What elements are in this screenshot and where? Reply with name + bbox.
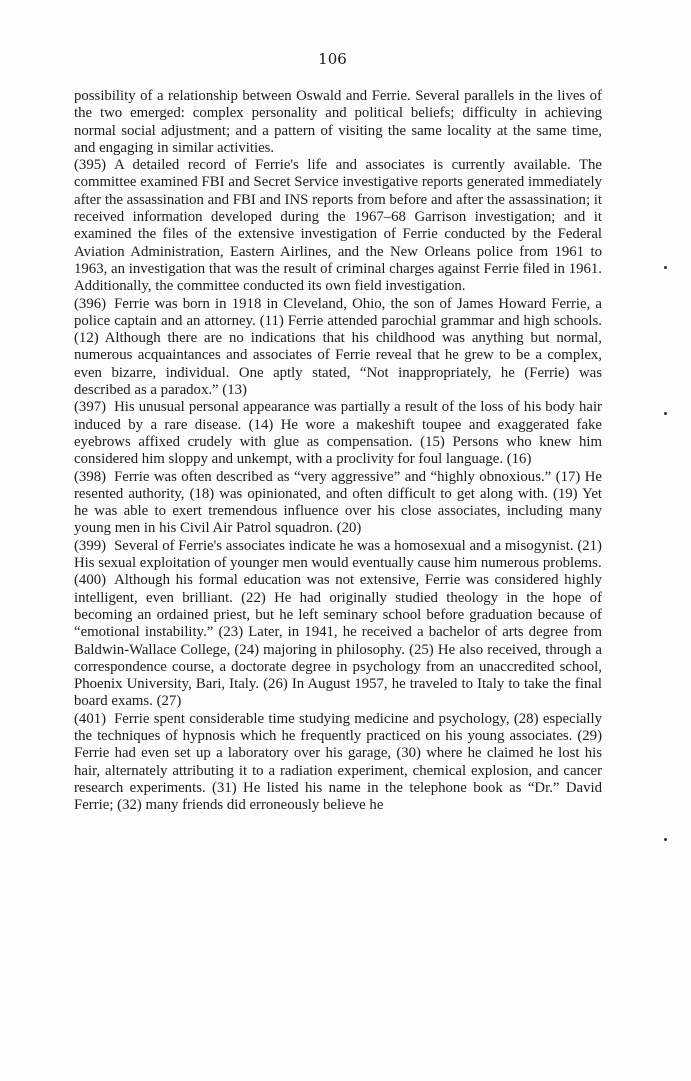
paragraph-number: (398)	[74, 468, 107, 485]
paragraph-number: (400)	[74, 572, 107, 589]
paragraph-396	[74, 296, 602, 400]
paragraph-number: (395)	[74, 157, 107, 174]
paragraph-400	[74, 572, 602, 710]
paragraph-number: (401)	[74, 710, 107, 727]
paragraph-401	[74, 711, 602, 815]
paragraph-text: A detailed record of Ferrie's life and associates is currently available. The committee examined FBI and Secret Service investigative reports generated immediately after the assassination and FBI and INS reports from before and after the assassination; it received information developed during the 1967–68 Garrison investigation; and it examined the files of the extensive investigation of Ferrie conducted by the Federal Aviation Administration, Eastern Airlines, and the New Orleans police from 1961 to 1963, an investigation that was the result of criminal charges against Ferrie filed in 1961. Additionally, the committee conducted its own field investigation.	[74, 157, 602, 295]
paragraph-395	[74, 157, 602, 295]
paragraph-number: (399)	[74, 537, 107, 554]
paragraph-text: Several of Ferrie's associates indicate he was a homosexual and a misogynist. (21) His sexual exploitation of younger men would eventually cause him numerous problems.	[74, 537, 602, 572]
paragraph-number: (396)	[74, 295, 107, 312]
paragraph-text: Ferrie was often described as “very aggressive” and “highly obnoxious.” (17) He resented authority, (18) was opinionated, and often difficult to get along with. (19) Yet he was able to exert tremendous influence over his close associates, including many young men in his Civil Air Patrol squadron. (20)	[74, 468, 602, 537]
paragraph-continuation	[74, 88, 602, 157]
paragraph-397	[74, 399, 602, 468]
margin-mark	[664, 412, 667, 415]
page-number: 106	[318, 50, 347, 68]
paragraph-text: possibility of a relationship between Oswald and Ferrie. Several parallels in the lives of the two emerged: complex personality and political beliefs; difficulty in achieving normal social adjustment; and a pattern of visiting the same locality at the same time, and engaging in similar activities.	[74, 88, 602, 156]
margin-mark	[664, 266, 667, 269]
margin-mark	[664, 838, 667, 841]
paragraph-text: His unusual personal appearance was partially a result of the loss of his body hair induced by a rare disease. (14) He wore a makeshift toupee and exaggerated fake eyebrows affixed crudely with glue as compensation. (15) Persons who knew him considered him sloppy and unkempt, with a proclivity for foul language. (16)	[74, 399, 602, 468]
paragraph-text: Ferrie was born in 1918 in Cleveland, Ohio, the son of James Howard Ferrie, a police captain and an attorney. (11) Ferrie attended parochial grammar and high schools. (12) Although there are no indications that his childhood was anything but normal, numerous acquaintances and associates of Ferrie reveal that he grew to be a complex, even bizarre, individual. One aptly stated, “Not inappropriately, he (Ferrie) was described as a paradox.” (13)	[74, 295, 602, 399]
paragraph-398	[74, 469, 602, 538]
paragraph-text: Ferrie spent considerable time studying medicine and psychology, (28) especially the techniques of hypnosis which he frequently practiced on his young associates. (29) Ferrie had even set up a laboratory over his garage, (30) where he claimed he lost his hair, alternately attributing it to a radiation experiment, chemical explosion, and cancer research experiments. (31) He listed his name in the telephone book as “Dr.” David Ferrie; (32) many friends did erroneously believe he	[74, 710, 602, 814]
paragraph-399	[74, 538, 602, 573]
paragraph-text: Although his formal education was not extensive, Ferrie was considered highly intelligent, even brilliant. (22) He had originally studied theology in the hope of becoming an ordained priest, but he left seminary school before graduation because of “emotional instability.” (23) Later, in 1941, he received a bachelor of arts degree from Baldwin-Wallace College, (24) majoring in philosophy. (25) He also received, through a correspondence course, a doctorate degree in psychology from an unaccredited school, Phoenix University, Bari, Italy. (26) In August 1957, he traveled to Italy to take the final board exams. (27)	[74, 572, 602, 710]
report-body-text	[74, 88, 602, 814]
paragraph-number: (397)	[74, 399, 107, 416]
